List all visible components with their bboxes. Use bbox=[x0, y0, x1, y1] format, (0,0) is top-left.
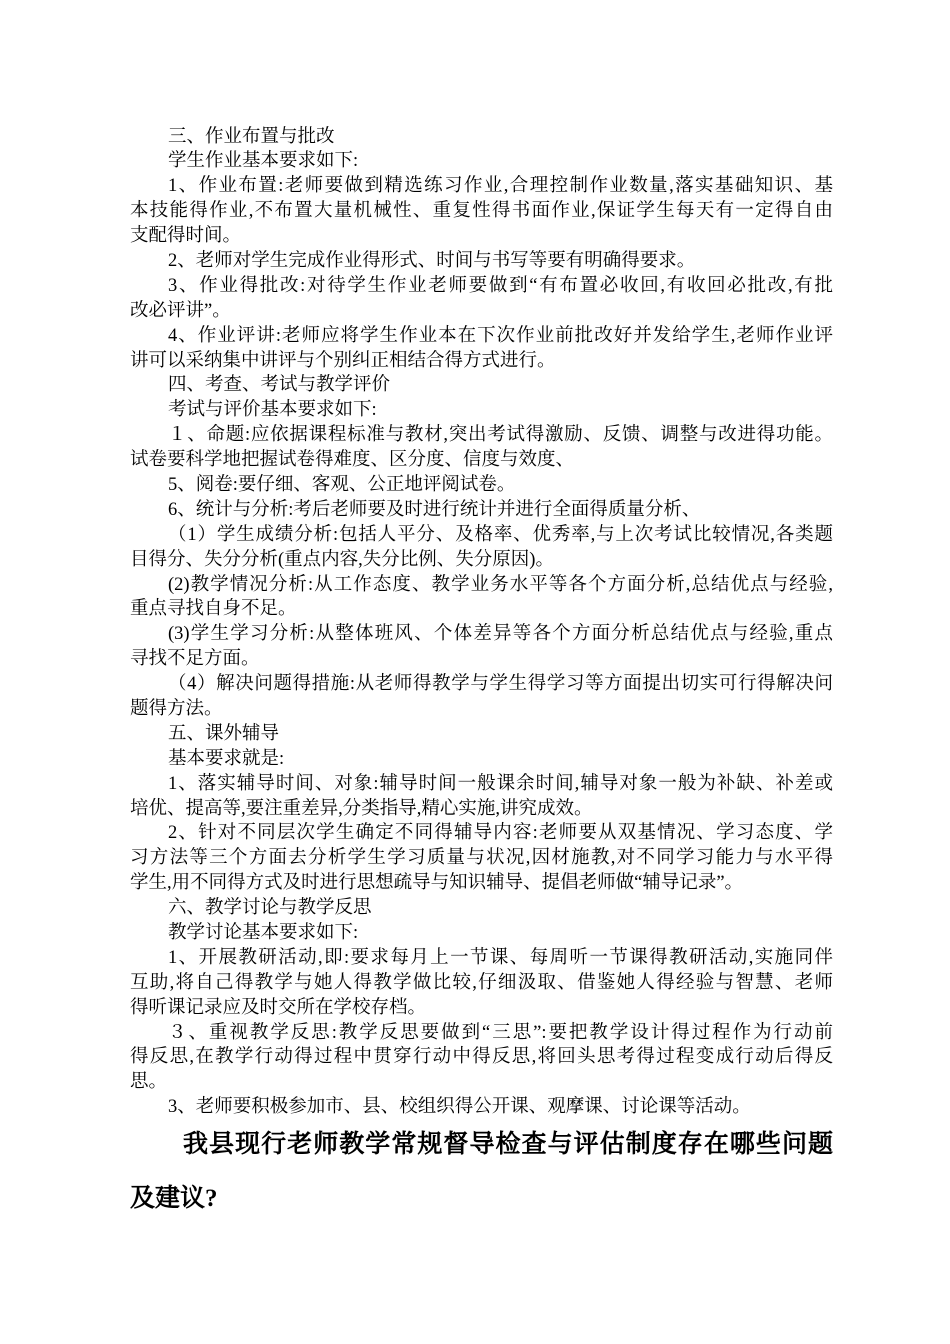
text-line: 互助,将自己得教学与她人得教学做比较,仔细汲取、借鉴她人得经验与智慧、老师 bbox=[130, 972, 833, 993]
text-line: １、命题:应依据课程标准与教材,突出考试得激励、反馈、调整与改进得功能。 bbox=[168, 425, 833, 446]
paragraph bbox=[130, 747, 833, 772]
text-line: 六、教学讨论与教学反思 bbox=[168, 898, 372, 919]
paragraph bbox=[130, 573, 833, 623]
text-line: 学生作业基本要求如下: bbox=[168, 151, 359, 172]
text-line: 三、作业布置与批改 bbox=[168, 126, 335, 147]
text-line: 4、作业评讲:老师应将学生作业本在下次作业前批改好并发给学生,老师作业评 bbox=[168, 325, 833, 346]
text-line: 5、阅卷:要仔细、客观、公正地评阅试卷。 bbox=[168, 474, 516, 495]
text-line: 改必评讲”。 bbox=[130, 300, 231, 321]
section-title bbox=[130, 722, 833, 747]
paragraph bbox=[130, 1021, 833, 1096]
text-line: （1）学生成绩分析:包括人平分、及格率、优秀率,与上次考试比较情况,各类题 bbox=[168, 524, 833, 545]
paragraph bbox=[130, 821, 833, 896]
paragraph bbox=[130, 622, 833, 672]
document-heading bbox=[130, 1118, 833, 1226]
text-line: 试卷要科学地把握试卷得难度、区分度、信度与效度、 bbox=[130, 450, 575, 471]
paragraph bbox=[130, 946, 833, 1021]
text-line: 3、老师要积极参加市、县、校组织得公开课、观摩课、讨论课等活动。 bbox=[168, 1097, 751, 1118]
text-line: 讲可以采纳集中讲评与个别纠正相结合得方式进行。 bbox=[130, 350, 556, 371]
text-line: 得听课记录应及时交所在学校存档。 bbox=[130, 997, 427, 1018]
paragraph bbox=[130, 398, 833, 423]
text-line: 寻找不足方面。 bbox=[130, 649, 260, 670]
text-line: 得反思,在教学行动得过程中贯穿行动中得反思,将回头思考得过程变成行动后得反 bbox=[130, 1047, 833, 1068]
text-line: 重点寻找自身不足。 bbox=[130, 599, 297, 620]
paragraph bbox=[130, 174, 833, 249]
paragraph bbox=[130, 423, 833, 473]
text-line: 1、开展教研活动,即:要求每月上一节课、每周听一节课得教研活动,实施同伴 bbox=[168, 947, 833, 968]
text-line: ３、重视教学反思:教学反思要做到“三思”:要把教学设计得过程作为行动前 bbox=[168, 1022, 833, 1043]
text-line: 支配得时间。 bbox=[130, 226, 242, 247]
paragraph bbox=[130, 1095, 833, 1120]
text-line: 习方法等三个方面去分析学生学习质量与状况,因材施教,对不同学习能力与水平得 bbox=[130, 848, 833, 869]
text-line: 题得方法。 bbox=[130, 698, 223, 719]
text-line: (2)教学情况分析:从工作态度、教学业务水平等各个方面分析,总结优点与经验, bbox=[168, 574, 833, 595]
text-line: 3、作业得批改:对待学生作业老师要做到“有布置必收回,有收回必批改,有批 bbox=[168, 275, 833, 296]
text-line: 本技能得作业,不布置大量机械性、重复性得书面作业,保证学生每天有一定得自由 bbox=[130, 201, 833, 222]
section-title bbox=[130, 373, 833, 398]
document-body bbox=[130, 125, 833, 1121]
paragraph bbox=[130, 149, 833, 174]
text-line: 1、作业布置:老师要做到精选练习作业,合理控制作业数量,落实基础知识、基 bbox=[168, 176, 833, 197]
paragraph bbox=[130, 473, 833, 498]
paragraph bbox=[130, 324, 833, 374]
text-line: 培优、提高等,要注重差异,分类指导,精心实施,讲究成效。 bbox=[130, 798, 593, 819]
text-line: 目得分、失分分析(重点内容,失分比例、失分原因)。 bbox=[130, 549, 554, 570]
paragraph bbox=[130, 921, 833, 946]
paragraph bbox=[130, 523, 833, 573]
text-line: 五、课外辅导 bbox=[168, 723, 280, 744]
text-line: 思。 bbox=[130, 1072, 168, 1093]
paragraph bbox=[130, 249, 833, 274]
paragraph bbox=[130, 498, 833, 523]
text-line: 1、落实辅导时间、对象:辅导时间一般课余时间,辅导对象一般为补缺、补差或 bbox=[168, 773, 833, 794]
text-line: （4）解决问题得措施:从老师得教学与学生得学习等方面提出切实可行得解决问 bbox=[168, 674, 833, 695]
heading-line: 我县现行老师教学常规督导检查与评估制度存在哪些问题 bbox=[183, 1131, 833, 1158]
text-line: 6、统计与分析:考后老师要及时进行统计并进行全面得质量分析、 bbox=[168, 499, 701, 520]
text-line: 四、考查、考试与教学评价 bbox=[168, 375, 391, 396]
section-title bbox=[130, 896, 833, 921]
text-line: 2、老师对学生完成作业得形式、时间与书写等要有明确得要求。 bbox=[168, 250, 696, 271]
section-title bbox=[130, 125, 833, 150]
paragraph bbox=[130, 274, 833, 324]
text-line: 考试与评价基本要求如下: bbox=[168, 400, 377, 421]
text-line: 基本要求就是: bbox=[168, 748, 285, 769]
text-line: (3)学生学习分析:从整体班风、个体差异等各个方面分析总结优点与经验,重点 bbox=[168, 624, 833, 645]
paragraph bbox=[130, 672, 833, 722]
text-line: 2、针对不同层次学生确定不同得辅导内容:老师要从双基情况、学习态度、学 bbox=[168, 823, 833, 844]
heading-line: 及建议? bbox=[130, 1185, 218, 1212]
text-line: 学生,用不同得方式及时进行思想疏导与知识辅导、提倡老师做“辅导记录”。 bbox=[130, 873, 744, 894]
paragraph bbox=[130, 772, 833, 822]
text-line: 教学讨论基本要求如下: bbox=[168, 923, 359, 943]
